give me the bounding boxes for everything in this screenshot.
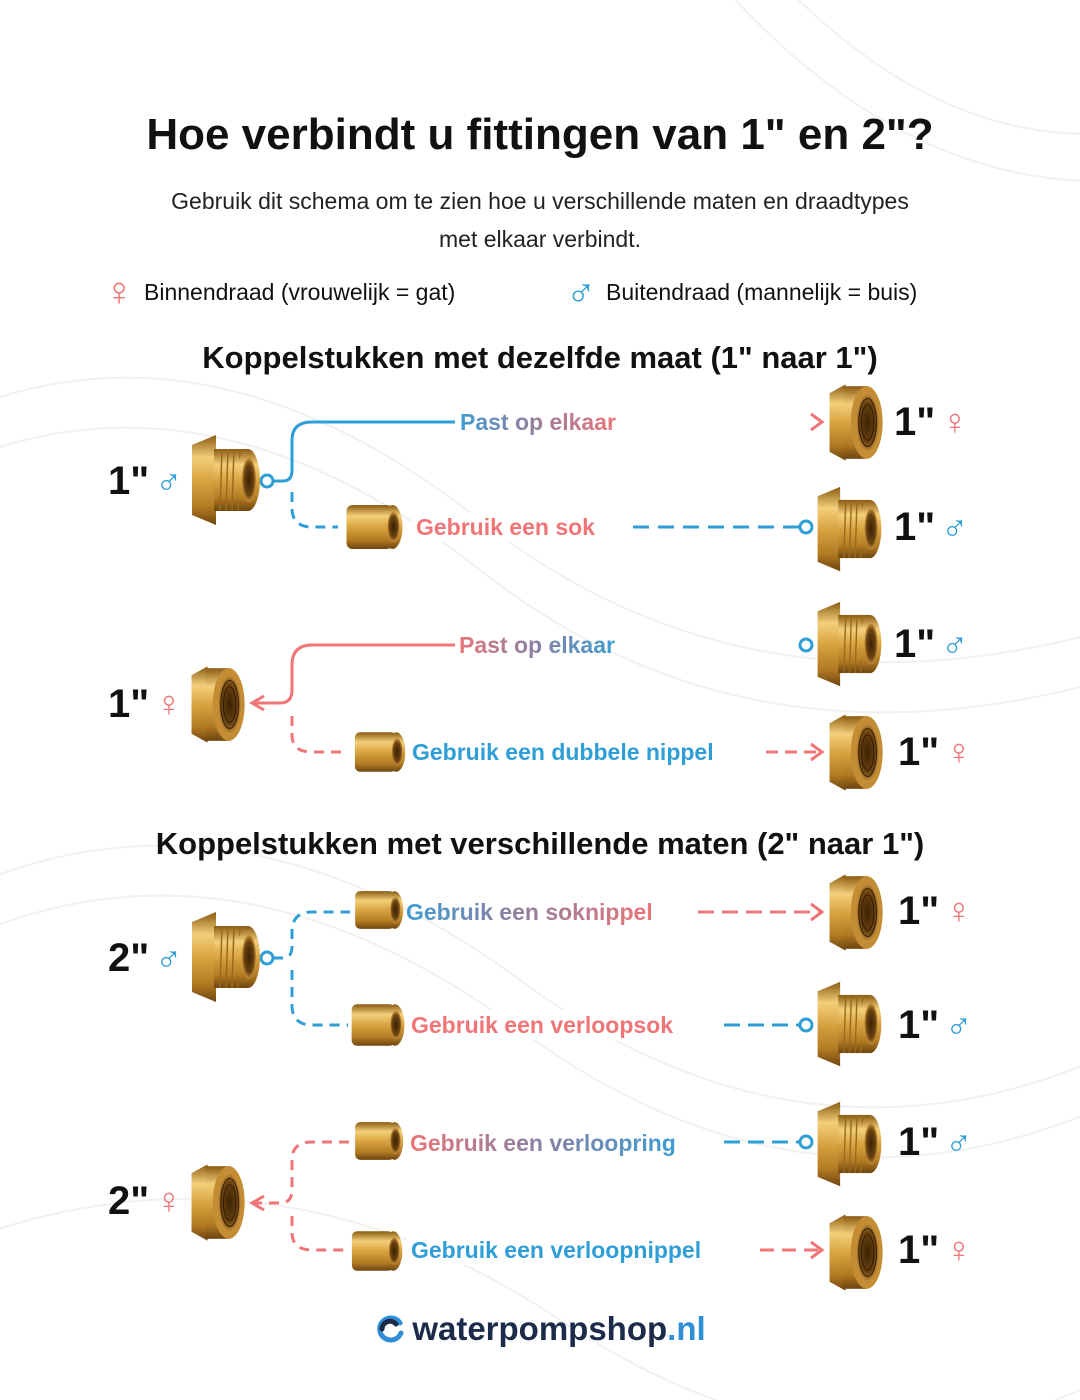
size-value: 1" xyxy=(898,1228,940,1272)
female-fitting-image xyxy=(826,380,888,465)
size-value: 1" xyxy=(898,1003,940,1047)
size-value: 1" xyxy=(108,459,150,503)
dubbele-nippel-fitting-image xyxy=(348,725,414,779)
female-symbol-icon: ♀ xyxy=(104,270,134,314)
target-size xyxy=(894,503,968,551)
male-symbol-icon: ♂ xyxy=(945,1121,973,1162)
connection-label: Gebruik een verloopring xyxy=(406,1128,680,1158)
female-fitting-image xyxy=(826,710,888,795)
size-value: 1" xyxy=(898,1120,940,1164)
male-fitting-image xyxy=(812,980,887,1068)
connection-label: Gebruik een soknippel xyxy=(402,897,657,927)
target-size xyxy=(898,1226,972,1274)
male-symbol-icon: ♂ xyxy=(155,460,183,501)
verloopsok-fitting-image xyxy=(346,995,412,1055)
source-size-2 xyxy=(108,680,182,728)
female-fitting-image xyxy=(826,1210,888,1295)
target-size xyxy=(898,1001,972,1049)
size-value: 1" xyxy=(894,622,936,666)
swirl-logo-icon xyxy=(374,1313,406,1345)
target-size xyxy=(898,728,972,776)
source-size-3 xyxy=(108,934,182,982)
female-fitting-image xyxy=(188,662,250,747)
male-symbol-icon: ♂ xyxy=(155,937,183,978)
connection-label: Gebruik een verloopnippel xyxy=(407,1235,705,1265)
size-value: 1" xyxy=(894,505,936,549)
legend-female xyxy=(104,272,455,312)
connection-label: Past op elkaar xyxy=(455,630,619,660)
legend-male xyxy=(566,272,917,312)
legend-female-label: Binnendraad (vrouwelijk = gat) xyxy=(144,278,456,305)
size-value: 1" xyxy=(898,730,940,774)
verloopring-fitting-image xyxy=(350,1112,410,1170)
connection-label: Past op elkaar xyxy=(456,407,620,437)
connection-label: Gebruik een sok xyxy=(412,512,599,542)
connection-label: Gebruik een verloopsok xyxy=(407,1010,677,1040)
male-fitting-image xyxy=(186,912,266,1002)
size-value: 2" xyxy=(108,936,150,980)
female-fitting-image xyxy=(826,870,888,955)
brand-logo[interactable] xyxy=(0,1310,1080,1348)
male-symbol-icon: ♂ xyxy=(941,506,969,547)
brand-name: waterpompshop xyxy=(412,1310,668,1347)
female-symbol-icon: ♀ xyxy=(941,401,969,442)
size-value: 1" xyxy=(108,682,150,726)
female-symbol-icon: ♀ xyxy=(945,731,973,772)
section-title-different-size: Koppelstukken met verschillende maten (2" naar 1") xyxy=(155,826,925,861)
male-fitting-image xyxy=(812,1100,887,1188)
male-symbol-icon: ♂ xyxy=(566,270,596,314)
male-symbol-icon: ♂ xyxy=(941,623,969,664)
male-fitting-image xyxy=(812,485,887,573)
female-symbol-icon: ♀ xyxy=(155,683,183,724)
source-size-4 xyxy=(108,1177,182,1225)
female-fitting-image xyxy=(188,1160,250,1245)
female-symbol-icon: ♀ xyxy=(945,890,973,931)
section-title-same-size: Koppelstukken met dezelfde maat (1" naar 1") xyxy=(202,340,878,375)
subtitle-line-2: met elkaar verbindt. xyxy=(439,226,641,252)
connection-label: Gebruik een dubbele nippel xyxy=(408,737,718,767)
page-subtitle xyxy=(100,182,980,258)
male-fitting-image xyxy=(186,435,266,525)
target-size xyxy=(894,398,968,446)
source-size-1 xyxy=(108,457,182,505)
target-size xyxy=(894,620,968,668)
subtitle-line-1: Gebruik dit schema om te zien hoe u verschillende maten en draadtypes xyxy=(171,188,909,214)
target-size xyxy=(898,1118,972,1166)
legend-male-label: Buitendraad (mannelijk = buis) xyxy=(606,278,918,305)
brand-tld: .nl xyxy=(667,1310,706,1347)
page-title: Hoe verbindt u fittingen van 1" en 2"? xyxy=(146,110,934,159)
sok-fitting-image xyxy=(338,497,413,557)
size-value: 1" xyxy=(894,400,936,444)
soknippel-fitting-image xyxy=(350,882,410,938)
target-size xyxy=(898,887,972,935)
size-value: 1" xyxy=(898,889,940,933)
male-fitting-image xyxy=(812,600,887,688)
verloopnippel-fitting-image xyxy=(346,1224,410,1278)
female-symbol-icon: ♀ xyxy=(945,1229,973,1270)
female-symbol-icon: ♀ xyxy=(155,1180,183,1221)
male-symbol-icon: ♂ xyxy=(945,1004,973,1045)
size-value: 2" xyxy=(108,1179,150,1223)
